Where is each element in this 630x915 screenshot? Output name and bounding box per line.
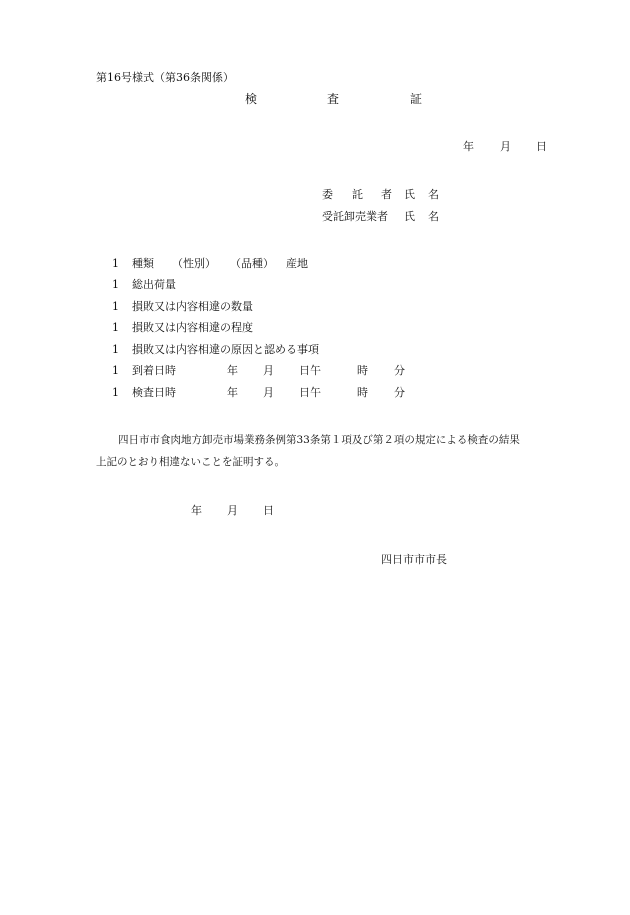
- inspection-day: 日午: [299, 386, 321, 399]
- arrival-minute: 分: [394, 364, 405, 377]
- item-type-label: 種類: [132, 257, 154, 270]
- item-total-shipment-label: 総出荷量: [132, 278, 176, 291]
- inspection-year: 年: [227, 386, 238, 399]
- date-bottom-month: 月: [227, 504, 238, 517]
- item-damage-cause-label: 損敗又は内容相違の原因と認める事項: [132, 343, 319, 356]
- issuer-name: 四日市市市長: [381, 553, 447, 566]
- item-inspection-label: 検査日時: [132, 386, 176, 399]
- date-top-month: 月: [500, 140, 511, 153]
- inspection-minute: 分: [394, 386, 405, 399]
- wholesaler-name-char-1: 氏: [404, 210, 415, 223]
- title-char-1: 検: [245, 92, 258, 106]
- date-top-year: 年: [463, 140, 474, 153]
- item-sex-label: （性別）: [172, 257, 216, 270]
- item-damage-degree-label: 損敗又は内容相違の程度: [132, 321, 253, 334]
- consignor-char-4: 氏: [404, 188, 415, 201]
- form-number: 第16号様式（第36条関係）: [96, 71, 234, 84]
- consignor-char-3: 者: [381, 188, 392, 201]
- certification-line-1: 四日市市食肉地方卸売市場業務条例第33条第１項及び第２項の規定による検査の結果: [118, 434, 520, 446]
- list-marker: 1: [112, 386, 119, 399]
- title-char-3: 証: [410, 92, 423, 106]
- item-origin-label: 産地: [286, 257, 308, 270]
- inspection-hour: 時: [357, 386, 368, 399]
- item-breed-label: （品種）: [230, 257, 274, 270]
- title-char-2: 査: [327, 92, 340, 106]
- list-marker: 1: [112, 364, 119, 377]
- arrival-month: 月: [263, 364, 274, 377]
- arrival-hour: 時: [357, 364, 368, 377]
- date-bottom-day: 日: [263, 504, 274, 517]
- consignor-char-1: 委: [322, 188, 333, 201]
- wholesaler-label: 受託卸売業者: [322, 210, 388, 223]
- wholesaler-name-char-2: 名: [428, 210, 439, 223]
- arrival-year: 年: [227, 364, 238, 377]
- list-marker: 1: [112, 257, 119, 270]
- item-damage-quantity-label: 損敗又は内容相違の数量: [132, 300, 253, 313]
- date-bottom-year: 年: [191, 504, 202, 517]
- arrival-day: 日午: [299, 364, 321, 377]
- consignor-char-5: 名: [428, 188, 439, 201]
- list-marker: 1: [112, 343, 119, 356]
- consignor-char-2: 託: [352, 188, 363, 201]
- inspection-month: 月: [263, 386, 274, 399]
- list-marker: 1: [112, 321, 119, 334]
- item-arrival-label: 到着日時: [132, 364, 176, 377]
- certification-line-2: 上記のとおり相違ないことを証明する。: [96, 456, 285, 468]
- list-marker: 1: [112, 300, 119, 313]
- date-top-day: 日: [536, 140, 547, 153]
- list-marker: 1: [112, 278, 119, 291]
